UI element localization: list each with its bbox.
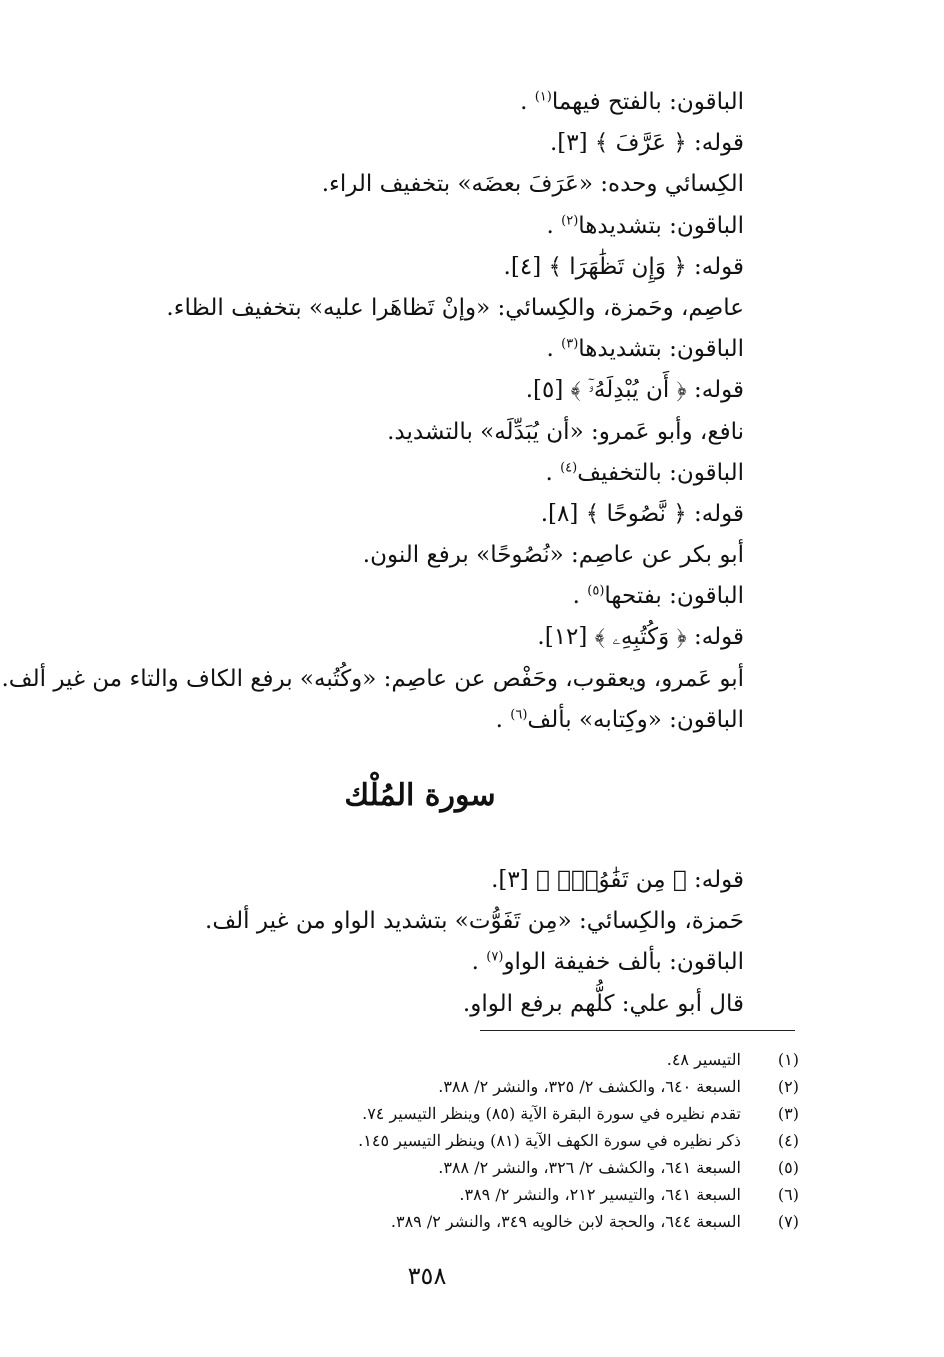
text-line: الباقون: بتشديدها$^{(٢)}$ . bbox=[546, 212, 744, 239]
text-line: الباقون: «وكِتابه» بألف$^{(٦)}$ . bbox=[495, 706, 744, 733]
text-line: أبو بكر عن عاصِم: «نُصُوحًا» برفع النون. bbox=[362, 542, 744, 569]
text-line: الكِسائي وحده: «عَرَفَ بعضَه» بتخفيف الراء. bbox=[321, 171, 744, 198]
footnote-ref[interactable]: (٤) bbox=[560, 460, 578, 476]
second-text-block bbox=[144, 860, 744, 1025]
footnote-text: السبعة ٦٤١، والكشف ٢/ ٣٢٦، والنشر ٢/ ٣٨٨. bbox=[438, 1158, 741, 1177]
page-number: ٣٥٨ bbox=[407, 1262, 447, 1290]
text-line: الباقون: بالفتح فيهما$^{(١)}$ . bbox=[520, 89, 744, 115]
footnote-item bbox=[159, 1046, 799, 1073]
text-line: حَمزة، والكِسائي: «مِن تَفَوُّت» بتشديد الواو من غير ألف. bbox=[205, 908, 744, 935]
footnote-number: (٥) bbox=[777, 1158, 799, 1177]
footnote-ref[interactable]: (٦) bbox=[510, 707, 528, 723]
footnote-number: (٣) bbox=[777, 1104, 799, 1123]
footnote-ref[interactable]: (٧) bbox=[486, 949, 504, 965]
footnote-item bbox=[159, 1100, 799, 1127]
footnote-ref[interactable]: (٢) bbox=[561, 212, 579, 228]
footnote-separator bbox=[480, 1030, 795, 1031]
footnote-text: تقدم نظيره في سورة البقرة الآية (٨٥) وينظر التيسير ٧٤. bbox=[362, 1104, 741, 1123]
footnote-item bbox=[159, 1181, 799, 1208]
footnote-number: (٢) bbox=[777, 1077, 799, 1096]
footnote-item bbox=[159, 1073, 799, 1100]
footnote-item bbox=[159, 1208, 799, 1235]
text-line: الباقون: بفتحها$^{(٥)}$ . bbox=[572, 583, 744, 610]
footnote-number: (١) bbox=[777, 1050, 799, 1069]
footnote-text: ذكر نظيره في سورة الكهف الآية (٨١) وينظر التيسير ١٤٥. bbox=[358, 1131, 741, 1150]
text-line: الباقون: بتشديدها$^{(٣)}$ . bbox=[546, 336, 744, 363]
footnote-item bbox=[159, 1154, 799, 1181]
footnote-text: السبعة ٦٤٠، والكشف ٢/ ٣٢٥، والنشر ٢/ ٣٨٨. bbox=[438, 1077, 741, 1096]
text-line: قوله: ﴿ مِن تَفَٰوُتٍۖ ﴾ [٣]. bbox=[491, 867, 744, 893]
text-line: عاصِم، وحَمزة، والكِسائي: «وإنْ تَظاهَرا عليه» بتخفيف الظاء. bbox=[166, 294, 744, 321]
text-line: قوله: ﴿ وَإِن تَظَٰهَرَا ﴾ [٤]. bbox=[503, 253, 744, 280]
footnote-item bbox=[159, 1127, 799, 1154]
footnote-ref[interactable]: (٥) bbox=[587, 583, 605, 599]
text-line: قوله: ﴿ وَكُتُبِهِۦ ﴾ [١٢]. bbox=[537, 624, 744, 651]
footnotes-section bbox=[159, 1046, 799, 1235]
footnote-ref[interactable]: (١) bbox=[534, 89, 552, 105]
footnote-number: (٦) bbox=[777, 1185, 799, 1204]
text-line: أبو عَمرو، ويعقوب، وحَفْص عن عاصِم: «وكُتُبه» برفع الكاف والتاء من غير ألف. bbox=[1, 665, 744, 692]
footnote-text: التيسير ٤٨. bbox=[666, 1050, 741, 1069]
main-text-block bbox=[1, 82, 744, 741]
footnote-text: السبعة ٦٤١، والتيسير ٢١٢، والنشر ٢/ ٣٨٩. bbox=[459, 1185, 741, 1204]
footnote-text: السبعة ٦٤٤، والحجة لابن خالويه ٣٤٩، والنشر ٢/ ٣٨٩. bbox=[390, 1212, 741, 1231]
surah-title: سورة المُلْك bbox=[344, 778, 496, 813]
text-line: الباقون: بالتخفيف$^{(٤)}$ . bbox=[545, 459, 744, 486]
footnote-number: (٧) bbox=[777, 1212, 799, 1231]
text-line: قال أبو علي: كلُّهم برفع الواو. bbox=[462, 990, 744, 1017]
text-line: نافع، وأبو عَمرو: «أن يُبَدِّلَه» بالتشديد. bbox=[387, 418, 744, 445]
text-line: قوله: ﴿ عَرَّفَ ﴾ [٣]. bbox=[549, 130, 744, 157]
footnote-number: (٤) bbox=[777, 1131, 799, 1150]
text-line: قوله: ﴿ أَن يُبْدِلَهُۥٓ ﴾ [٥]. bbox=[525, 377, 744, 404]
text-line: الباقون: بألف خفيفة الواو$^{(٧)}$ . bbox=[471, 949, 744, 976]
footnote-ref[interactable]: (٣) bbox=[561, 336, 579, 352]
text-line: قوله: ﴿ نَّصُوحًا ﴾ [٨]. bbox=[540, 500, 744, 527]
